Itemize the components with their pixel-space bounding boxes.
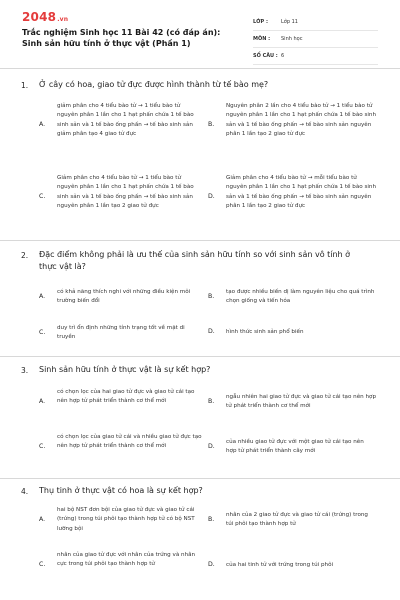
page-title: Trắc nghiệm Sinh học 11 Bài 42 (có đáp án): Sinh sản hữu tính ở thực vật (Phần 1) <box>22 28 221 48</box>
option-letter: D. <box>208 443 215 450</box>
option-text: giảm phân cho 4 tiểu bào tử → 1 tiểu bào tử nguyên phân 1 lần cho 1 hạt phấn chứa 1 tế bào sinh sản và 1 tế bào ống phấn → tế bào sinh sản giảm phân tạo 4 giao tử đực <box>57 103 194 138</box>
option-c[interactable] <box>39 551 204 581</box>
option-text: tạo được nhiều biến dị làm nguyên liệu cho quá trình chọn giống và tiến hóa <box>226 289 375 305</box>
logo-suffix: .vn <box>57 16 69 23</box>
question-text: Sinh sản hữu tính ở thực vật là sự kết hợp? <box>39 365 211 374</box>
divider <box>0 240 400 241</box>
option-text: ngẫu nhiên hai giao tử đực và giao tử cái tạo nên hợp tử phát triển thành cơ thể mới <box>226 394 377 410</box>
meta-row-subject <box>253 31 378 48</box>
option-b[interactable] <box>208 393 378 413</box>
option-b[interactable] <box>208 511 378 531</box>
meta-label: SỐ CÂU : <box>253 53 278 59</box>
option-a[interactable] <box>39 102 204 150</box>
quiz-meta <box>253 14 378 65</box>
option-d[interactable] <box>208 561 378 573</box>
meta-value: Lớp 11 <box>281 19 298 25</box>
meta-row-class <box>253 14 378 31</box>
option-d[interactable] <box>208 438 378 458</box>
option-c[interactable] <box>39 324 204 346</box>
question-number: 4. <box>21 487 29 496</box>
option-letter: A. <box>39 293 46 300</box>
option-c[interactable] <box>39 433 204 463</box>
option-letter: B. <box>208 121 215 128</box>
option-text: hình thức sinh sản phổ biến <box>226 329 304 335</box>
option-a[interactable] <box>39 388 204 418</box>
option-d[interactable] <box>208 328 378 342</box>
page-header <box>0 0 400 69</box>
question-text: Đặc điểm không phải là ưu thế của sinh sản hữu tính so với sinh sản vô tính ở thực vật là? <box>39 250 351 271</box>
option-c[interactable] <box>39 174 204 222</box>
meta-label: MÔN : <box>253 36 271 42</box>
option-a[interactable] <box>39 506 204 536</box>
question-text: Thụ tinh ở thực vật có hoa là sự kết hợp? <box>39 486 203 495</box>
divider <box>0 478 400 479</box>
option-b[interactable] <box>208 288 378 310</box>
option-letter: B. <box>208 398 215 405</box>
option-text: nhân của giao tử đực với nhân của trứng và nhân cực trong túi phôi tạo thành hợp tử <box>57 552 196 568</box>
question-text: Ở cây có hoa, giao tử đực được hình thành từ tế bào mẹ? <box>39 80 269 89</box>
option-letter: C. <box>39 561 46 568</box>
option-letter: C. <box>39 193 46 200</box>
option-text: hai bộ NST đơn bội của giao tử đực và giao tử cái (trứng) trong túi phôi tạo thành hợp tử có bộ NST lưỡng bội <box>57 507 195 532</box>
option-letter: C. <box>39 443 46 450</box>
option-text: Giảm phân cho 4 tiểu bào tử → mỗi tiểu bào tử nguyên phân 1 lần cho 1 hạt phấn chứa 1 tế bào sinh sản và 1 tế bào ống phấn → tế bào sinh sản nguyên phân 1 lần tạo 2 giao tử đực <box>226 175 377 210</box>
option-text: Giảm phân cho 4 tiểu bào tử → 1 tiểu bào tử nguyên phân 1 lần cho 1 hạt phấn chứa 1 tế bào sinh sản và 1 tế bào ống phấn → tế bào sinh sản nguyên phân 1 lần tạo 2 giao tử đực <box>57 175 194 210</box>
option-letter: D. <box>208 561 215 568</box>
option-letter: A. <box>39 516 46 523</box>
option-letter: A. <box>39 398 46 405</box>
option-text: Nguyên phân 2 lần cho 4 tiểu bào tử → 1 tiểu bào tử nguyên phân 1 lần cho 1 hạt phấn chứa 1 tế bào sinh sản và 1 tế bào ống phấn → tế bào sinh sản nguyên phân 1 lần tạo 2 giao tử đực <box>226 103 377 138</box>
option-letter: B. <box>208 516 215 523</box>
option-d[interactable] <box>208 174 378 222</box>
question-number: 3. <box>21 366 29 375</box>
meta-label: LỚP : <box>253 19 268 25</box>
option-b[interactable] <box>208 102 378 160</box>
meta-value: 6 <box>281 53 285 59</box>
option-letter: D. <box>208 193 215 200</box>
meta-value: Sinh học <box>281 36 303 42</box>
option-text: có chọn lọc của giao tử cái và nhiều giao tử đực tạo nên hợp tử phát triển thành cơ thể mới <box>57 434 202 450</box>
option-letter: B. <box>208 293 215 300</box>
option-text: có chọn lọc của hai giao tử đực và giao tử cái tạo nên hợp tử phát triển thành cơ thể mới <box>57 389 195 405</box>
question-number: 2. <box>21 251 29 260</box>
logo-main: 2048 <box>22 10 57 24</box>
option-letter: C. <box>39 329 46 336</box>
option-letter: A. <box>39 121 46 128</box>
question-number: 1. <box>21 81 29 90</box>
option-text: của hai tinh tử với trứng trong túi phôi <box>226 562 334 568</box>
site-logo[interactable] <box>22 10 68 24</box>
meta-row-count <box>253 48 378 65</box>
option-text: của nhiều giao tử đực với một giao tử cái tạo nên hợp tử phát triển thành cây mới <box>226 439 364 455</box>
divider <box>0 356 400 357</box>
option-text: nhân của 2 giao tử đực và giao tử cái (trứng) trong túi phôi tạo thành hợp tử <box>226 512 368 528</box>
option-text: duy trì ổn định những tính trạng tốt về mặt di truyền <box>57 325 185 341</box>
option-a[interactable] <box>39 288 204 310</box>
option-letter: D. <box>208 328 215 335</box>
option-text: có khả năng thích nghi với những điều kiện môi trường biến đổi <box>57 289 191 305</box>
